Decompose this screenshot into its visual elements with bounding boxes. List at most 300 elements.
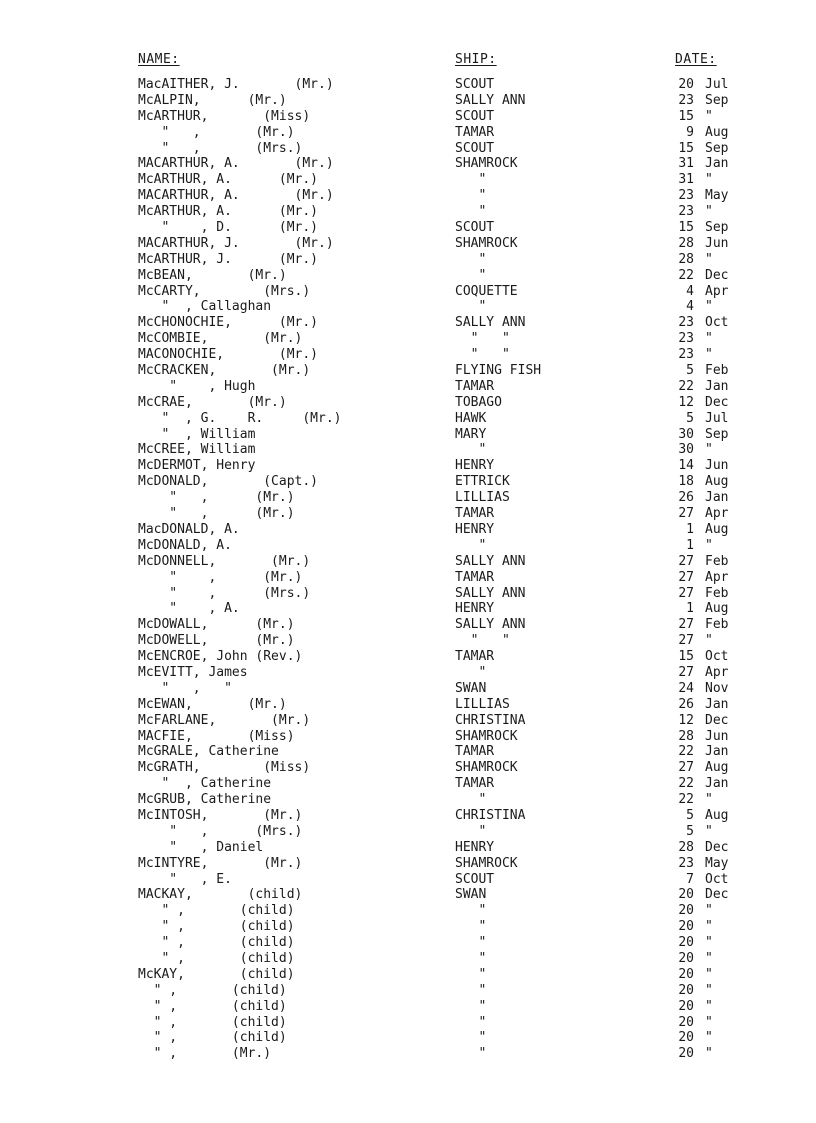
- date-month: Oct: [705, 649, 729, 665]
- ship-name: COQUETTE: [455, 283, 518, 299]
- passenger-name: " , (child): [138, 1030, 287, 1046]
- date-day: 22: [678, 776, 694, 792]
- ship-name: LILLIAS: [455, 696, 510, 712]
- date-day: 27: [678, 633, 694, 649]
- ship-name: ": [455, 903, 487, 919]
- ship-name: " ": [455, 633, 510, 649]
- list-item: [0, 999, 816, 1015]
- passenger-name: McARTHUR, A. (Mr.): [138, 172, 319, 188]
- date-day: 24: [678, 680, 694, 696]
- date-day: 23: [678, 315, 694, 331]
- passenger-name: McARTHUR, A. (Mr.): [138, 204, 319, 220]
- list-item: [0, 792, 816, 808]
- date-month: Feb: [705, 553, 729, 569]
- list-item: [0, 633, 816, 649]
- date-day: 5: [686, 363, 694, 379]
- list-item: [0, 713, 816, 729]
- date-day: 23: [678, 204, 694, 220]
- date-month: Sep: [705, 220, 729, 236]
- date-month: Aug: [705, 760, 729, 776]
- ship-name: SCOUT: [455, 77, 495, 92]
- ship-name: SWAN: [455, 887, 487, 903]
- date-day: 27: [678, 569, 694, 585]
- ship-name: ": [455, 950, 487, 966]
- passenger-name: MACONOCHIE, (Mr.): [138, 347, 319, 363]
- passenger-name: MACARTHUR, J. (Mr.): [138, 235, 334, 251]
- list-item: [0, 299, 816, 315]
- ship-name: SALLY ANN: [455, 553, 526, 569]
- passenger-name: McCOMBIE, (Mr.): [138, 331, 303, 347]
- list-item: [0, 188, 816, 204]
- passenger-name: " , D. (Mr.): [138, 220, 319, 236]
- date-day: 27: [678, 617, 694, 633]
- ship-name: FLYING FISH: [455, 363, 542, 379]
- passenger-name: McALPIN, (Mr.): [138, 92, 287, 108]
- passenger-name: " , Hugh: [138, 378, 256, 394]
- date-day: 7: [686, 871, 694, 887]
- passenger-name: McCREE, William: [138, 442, 256, 458]
- date-month: May: [705, 188, 729, 204]
- passenger-name: " , (Mrs.): [138, 585, 311, 601]
- date-month: ": [705, 347, 713, 363]
- list-item: [0, 379, 816, 395]
- column-header-name: NAME:: [138, 52, 180, 67]
- passenger-name: " , (child): [138, 903, 295, 919]
- list-item: [0, 570, 816, 586]
- date-month: Apr: [705, 664, 729, 680]
- list-item: [0, 93, 816, 109]
- date-month: Feb: [705, 617, 729, 633]
- date-day: 15: [678, 140, 694, 156]
- date-month: ": [705, 1046, 713, 1062]
- passenger-name: " , (Mrs.): [138, 823, 303, 839]
- ship-name: TOBAGO: [455, 394, 502, 410]
- list-item: [0, 236, 816, 252]
- date-month: ": [705, 823, 713, 839]
- ship-name: SHAMROCK: [455, 855, 518, 871]
- date-month: Jun: [705, 458, 729, 474]
- passenger-name: McDONALD, A.: [138, 537, 232, 553]
- date-day: 23: [678, 188, 694, 204]
- date-day: 1: [686, 521, 694, 537]
- date-day: 20: [678, 1046, 694, 1062]
- date-day: 4: [686, 283, 694, 299]
- list-item: [0, 681, 816, 697]
- date-day: 15: [678, 220, 694, 236]
- date-month: Jan: [705, 490, 729, 506]
- list-item: [0, 903, 816, 919]
- date-day: 28: [678, 235, 694, 251]
- passenger-name: " , G. R. (Mr.): [138, 410, 342, 426]
- date-month: ": [705, 998, 713, 1014]
- date-month: Jan: [705, 696, 729, 712]
- date-day: 20: [678, 998, 694, 1014]
- list-item: [0, 951, 816, 967]
- ship-name: MARY: [455, 426, 487, 442]
- list-item: [0, 284, 816, 300]
- passenger-name: " , Callaghan: [138, 299, 272, 315]
- passenger-name: MACARTHUR, A. (Mr.): [138, 156, 334, 172]
- passenger-name: McINTOSH, (Mr.): [138, 807, 303, 823]
- passenger-name: " , (child): [138, 935, 295, 951]
- ship-name: ": [455, 1030, 487, 1046]
- passenger-name: " , (child): [138, 1014, 287, 1030]
- date-day: 5: [686, 410, 694, 426]
- date-month: Jun: [705, 728, 729, 744]
- ship-name: SWAN: [455, 680, 487, 696]
- ship-name: ": [455, 188, 487, 204]
- passenger-name: " , (Mr.): [138, 490, 295, 506]
- list-item: [0, 824, 816, 840]
- passenger-name: " , (child): [138, 982, 287, 998]
- date-day: 1: [686, 537, 694, 553]
- date-month: Dec: [705, 267, 729, 283]
- ship-name: ": [455, 935, 487, 951]
- list-item: [0, 252, 816, 268]
- ship-name: " ": [455, 331, 510, 347]
- list-item: [0, 538, 816, 554]
- ship-name: SCOUT: [455, 871, 495, 887]
- list-item: [0, 983, 816, 999]
- list-item: [0, 665, 816, 681]
- ship-name: ": [455, 537, 487, 553]
- ship-name: HAWK: [455, 410, 487, 426]
- date-day: 15: [678, 649, 694, 665]
- date-day: 31: [678, 156, 694, 172]
- date-month: ": [705, 950, 713, 966]
- passenger-name: McCHONOCHIE, (Mr.): [138, 315, 319, 331]
- date-day: 23: [678, 855, 694, 871]
- list-item: [0, 490, 816, 506]
- date-month: ": [705, 935, 713, 951]
- date-day: 23: [678, 92, 694, 108]
- date-day: 28: [678, 728, 694, 744]
- ship-name: ": [455, 664, 487, 680]
- date-month: Oct: [705, 315, 729, 331]
- passenger-name: McGRUB, Catherine: [138, 792, 272, 808]
- ship-name: ": [455, 919, 487, 935]
- date-day: 20: [678, 919, 694, 935]
- passenger-name: McFARLANE, (Mr.): [138, 712, 311, 728]
- ship-name: ": [455, 966, 487, 982]
- date-month: Nov: [705, 680, 729, 696]
- list-item: [0, 776, 816, 792]
- list-item: [0, 840, 816, 856]
- date-day: 20: [678, 966, 694, 982]
- passenger-name: McEVITT, James: [138, 664, 248, 680]
- list-item: [0, 872, 816, 888]
- list-item: [0, 204, 816, 220]
- list-item: [0, 363, 816, 379]
- date-day: 20: [678, 887, 694, 903]
- date-month: ": [705, 108, 713, 124]
- list-item: [0, 522, 816, 538]
- date-day: 4: [686, 299, 694, 315]
- ship-name: HENRY: [455, 458, 495, 474]
- date-day: 22: [678, 792, 694, 808]
- date-day: 9: [686, 124, 694, 140]
- list-item: [0, 554, 816, 570]
- ship-name: SHAMROCK: [455, 728, 518, 744]
- date-day: 12: [678, 712, 694, 728]
- list-item: [0, 697, 816, 713]
- passenger-name: " , (Mr.): [138, 124, 295, 140]
- list-item: [0, 617, 816, 633]
- passenger-name: MacAITHER, J. (Mr.): [138, 77, 334, 92]
- list-item: [0, 156, 816, 172]
- date-day: 20: [678, 1014, 694, 1030]
- list-item: [0, 442, 816, 458]
- passenger-name: McARTHUR, J. (Mr.): [138, 251, 319, 267]
- ship-name: ": [455, 267, 487, 283]
- list-item: [0, 586, 816, 602]
- date-day: 23: [678, 331, 694, 347]
- list-item: [0, 172, 816, 188]
- ship-name: ETTRICK: [455, 474, 510, 490]
- list-item: [0, 458, 816, 474]
- date-month: Sep: [705, 426, 729, 442]
- date-day: 23: [678, 347, 694, 363]
- list-item: [0, 220, 816, 236]
- list-item: [0, 506, 816, 522]
- date-month: ": [705, 204, 713, 220]
- passenger-name: " , Daniel: [138, 839, 264, 855]
- date-month: Oct: [705, 871, 729, 887]
- date-day: 14: [678, 458, 694, 474]
- date-month: Dec: [705, 712, 729, 728]
- ship-name: HENRY: [455, 521, 495, 537]
- list-item: [0, 141, 816, 157]
- passenger-name: McINTYRE, (Mr.): [138, 855, 303, 871]
- column-header-ship: SHIP:: [455, 52, 497, 67]
- passenger-name: McBEAN, (Mr.): [138, 267, 287, 283]
- list-item: [0, 1030, 816, 1046]
- ship-name: TAMAR: [455, 378, 495, 394]
- date-month: Apr: [705, 283, 729, 299]
- list-item: [0, 919, 816, 935]
- date-day: 20: [678, 1030, 694, 1046]
- date-month: Jan: [705, 156, 729, 172]
- passenger-name: " , A.: [138, 601, 240, 617]
- passenger-name: McCRAE, (Mr.): [138, 394, 287, 410]
- passenger-name: McARTHUR, (Miss): [138, 108, 311, 124]
- date-day: 20: [678, 903, 694, 919]
- date-month: Aug: [705, 521, 729, 537]
- date-day: 20: [678, 982, 694, 998]
- column-header-date: DATE:: [675, 52, 717, 67]
- ship-name: TAMAR: [455, 506, 495, 522]
- ship-name: ": [455, 204, 487, 220]
- date-day: 27: [678, 553, 694, 569]
- ship-name: ": [455, 442, 487, 458]
- list-item: [0, 887, 816, 903]
- date-day: 18: [678, 474, 694, 490]
- date-month: Jul: [705, 77, 729, 92]
- date-day: 22: [678, 267, 694, 283]
- date-day: 30: [678, 426, 694, 442]
- passenger-name: MacDONALD, A.: [138, 521, 240, 537]
- date-day: 20: [678, 935, 694, 951]
- date-month: Jan: [705, 744, 729, 760]
- passenger-name: McGRALE, Catherine: [138, 744, 279, 760]
- list-item: [0, 347, 816, 363]
- list-item: [0, 315, 816, 331]
- passenger-name: McEWAN, (Mr.): [138, 696, 287, 712]
- date-month: ": [705, 966, 713, 982]
- date-month: ": [705, 792, 713, 808]
- ship-name: ": [455, 982, 487, 998]
- ship-name: ": [455, 1014, 487, 1030]
- ship-name: SCOUT: [455, 220, 495, 236]
- date-day: 20: [678, 950, 694, 966]
- date-day: 5: [686, 823, 694, 839]
- list-item: [0, 601, 816, 617]
- list-item: [0, 935, 816, 951]
- list-item: [0, 744, 816, 760]
- date-month: Aug: [705, 474, 729, 490]
- list-item: [0, 967, 816, 983]
- passenger-name: McENCROE, John (Rev.): [138, 649, 303, 665]
- passenger-name: McDOWELL, (Mr.): [138, 633, 295, 649]
- list-item: [0, 411, 816, 427]
- passenger-name: " , (Mr.): [138, 1046, 272, 1062]
- ship-name: CHRISTINA: [455, 807, 526, 823]
- ship-name: SCOUT: [455, 140, 495, 156]
- passenger-list: [0, 77, 816, 1062]
- date-month: Feb: [705, 585, 729, 601]
- date-month: ": [705, 172, 713, 188]
- date-month: ": [705, 903, 713, 919]
- list-item: [0, 808, 816, 824]
- date-month: Jan: [705, 378, 729, 394]
- passenger-name: McDERMOT, Henry: [138, 458, 256, 474]
- date-month: ": [705, 982, 713, 998]
- passenger-name: McCRACKEN, (Mr.): [138, 363, 311, 379]
- date-month: Jul: [705, 410, 729, 426]
- ship-name: TAMAR: [455, 569, 495, 585]
- date-day: 26: [678, 490, 694, 506]
- date-day: 31: [678, 172, 694, 188]
- date-day: 27: [678, 664, 694, 680]
- ship-name: ": [455, 172, 487, 188]
- list-item: [0, 395, 816, 411]
- date-month: Dec: [705, 887, 729, 903]
- list-item: [0, 729, 816, 745]
- list-item: [0, 856, 816, 872]
- date-month: ": [705, 331, 713, 347]
- ship-name: SCOUT: [455, 108, 495, 124]
- passenger-name: " , (child): [138, 950, 295, 966]
- list-item: [0, 474, 816, 490]
- date-day: 22: [678, 744, 694, 760]
- passenger-name: McGRATH, (Miss): [138, 760, 311, 776]
- date-month: Aug: [705, 601, 729, 617]
- ship-name: SALLY ANN: [455, 92, 526, 108]
- date-month: ": [705, 919, 713, 935]
- list-item: [0, 125, 816, 141]
- passenger-name: " , E.: [138, 871, 232, 887]
- list-item: [0, 1015, 816, 1031]
- ship-name: TAMAR: [455, 124, 495, 140]
- ship-name: SALLY ANN: [455, 315, 526, 331]
- date-month: Apr: [705, 506, 729, 522]
- passenger-name: " , (Mr.): [138, 506, 295, 522]
- date-month: ": [705, 442, 713, 458]
- date-day: 27: [678, 760, 694, 776]
- list-item: [0, 77, 816, 93]
- passenger-name: " , William: [138, 426, 256, 442]
- date-month: Feb: [705, 363, 729, 379]
- passenger-name: McDOWALL, (Mr.): [138, 617, 295, 633]
- list-item: [0, 331, 816, 347]
- passenger-name: McDONNELL, (Mr.): [138, 553, 311, 569]
- ship-name: LILLIAS: [455, 490, 510, 506]
- date-month: Aug: [705, 807, 729, 823]
- ship-name: SALLY ANN: [455, 617, 526, 633]
- date-month: ": [705, 1030, 713, 1046]
- date-month: ": [705, 537, 713, 553]
- passenger-name: McDONALD, (Capt.): [138, 474, 319, 490]
- passenger-name: " , (child): [138, 998, 287, 1014]
- list-item: [0, 760, 816, 776]
- ship-name: " ": [455, 347, 510, 363]
- passenger-name: " , ": [138, 680, 232, 696]
- ship-name: ": [455, 998, 487, 1014]
- date-day: 15: [678, 108, 694, 124]
- date-month: Dec: [705, 839, 729, 855]
- ship-name: TAMAR: [455, 776, 495, 792]
- date-day: 27: [678, 506, 694, 522]
- date-month: ": [705, 1014, 713, 1030]
- date-month: Aug: [705, 124, 729, 140]
- ship-name: TAMAR: [455, 649, 495, 665]
- list-item: [0, 268, 816, 284]
- date-month: ": [705, 251, 713, 267]
- ship-name: HENRY: [455, 601, 495, 617]
- ship-name: SHAMROCK: [455, 760, 518, 776]
- date-day: 1: [686, 601, 694, 617]
- ship-name: HENRY: [455, 839, 495, 855]
- ship-name: SHAMROCK: [455, 156, 518, 172]
- list-item: [0, 427, 816, 443]
- passenger-name: McKAY, (child): [138, 966, 295, 982]
- date-day: 5: [686, 807, 694, 823]
- date-day: 28: [678, 251, 694, 267]
- ship-name: ": [455, 299, 487, 315]
- ship-name: ": [455, 251, 487, 267]
- date-month: ": [705, 299, 713, 315]
- ship-name: SALLY ANN: [455, 585, 526, 601]
- ship-name: TAMAR: [455, 744, 495, 760]
- ship-name: ": [455, 823, 487, 839]
- passenger-name: " , Catherine: [138, 776, 272, 792]
- date-month: Jun: [705, 235, 729, 251]
- date-day: 22: [678, 378, 694, 394]
- date-day: 28: [678, 839, 694, 855]
- list-item: [0, 109, 816, 125]
- date-month: Apr: [705, 569, 729, 585]
- date-month: Dec: [705, 394, 729, 410]
- date-month: Sep: [705, 140, 729, 156]
- date-day: 30: [678, 442, 694, 458]
- passenger-name: McCARTY, (Mrs.): [138, 283, 311, 299]
- date-day: 12: [678, 394, 694, 410]
- ship-name: ": [455, 792, 487, 808]
- passenger-name: MACARTHUR, A. (Mr.): [138, 188, 334, 204]
- passenger-name: MACFIE, (Miss): [138, 728, 295, 744]
- date-month: Jan: [705, 776, 729, 792]
- passenger-name: " , (child): [138, 919, 295, 935]
